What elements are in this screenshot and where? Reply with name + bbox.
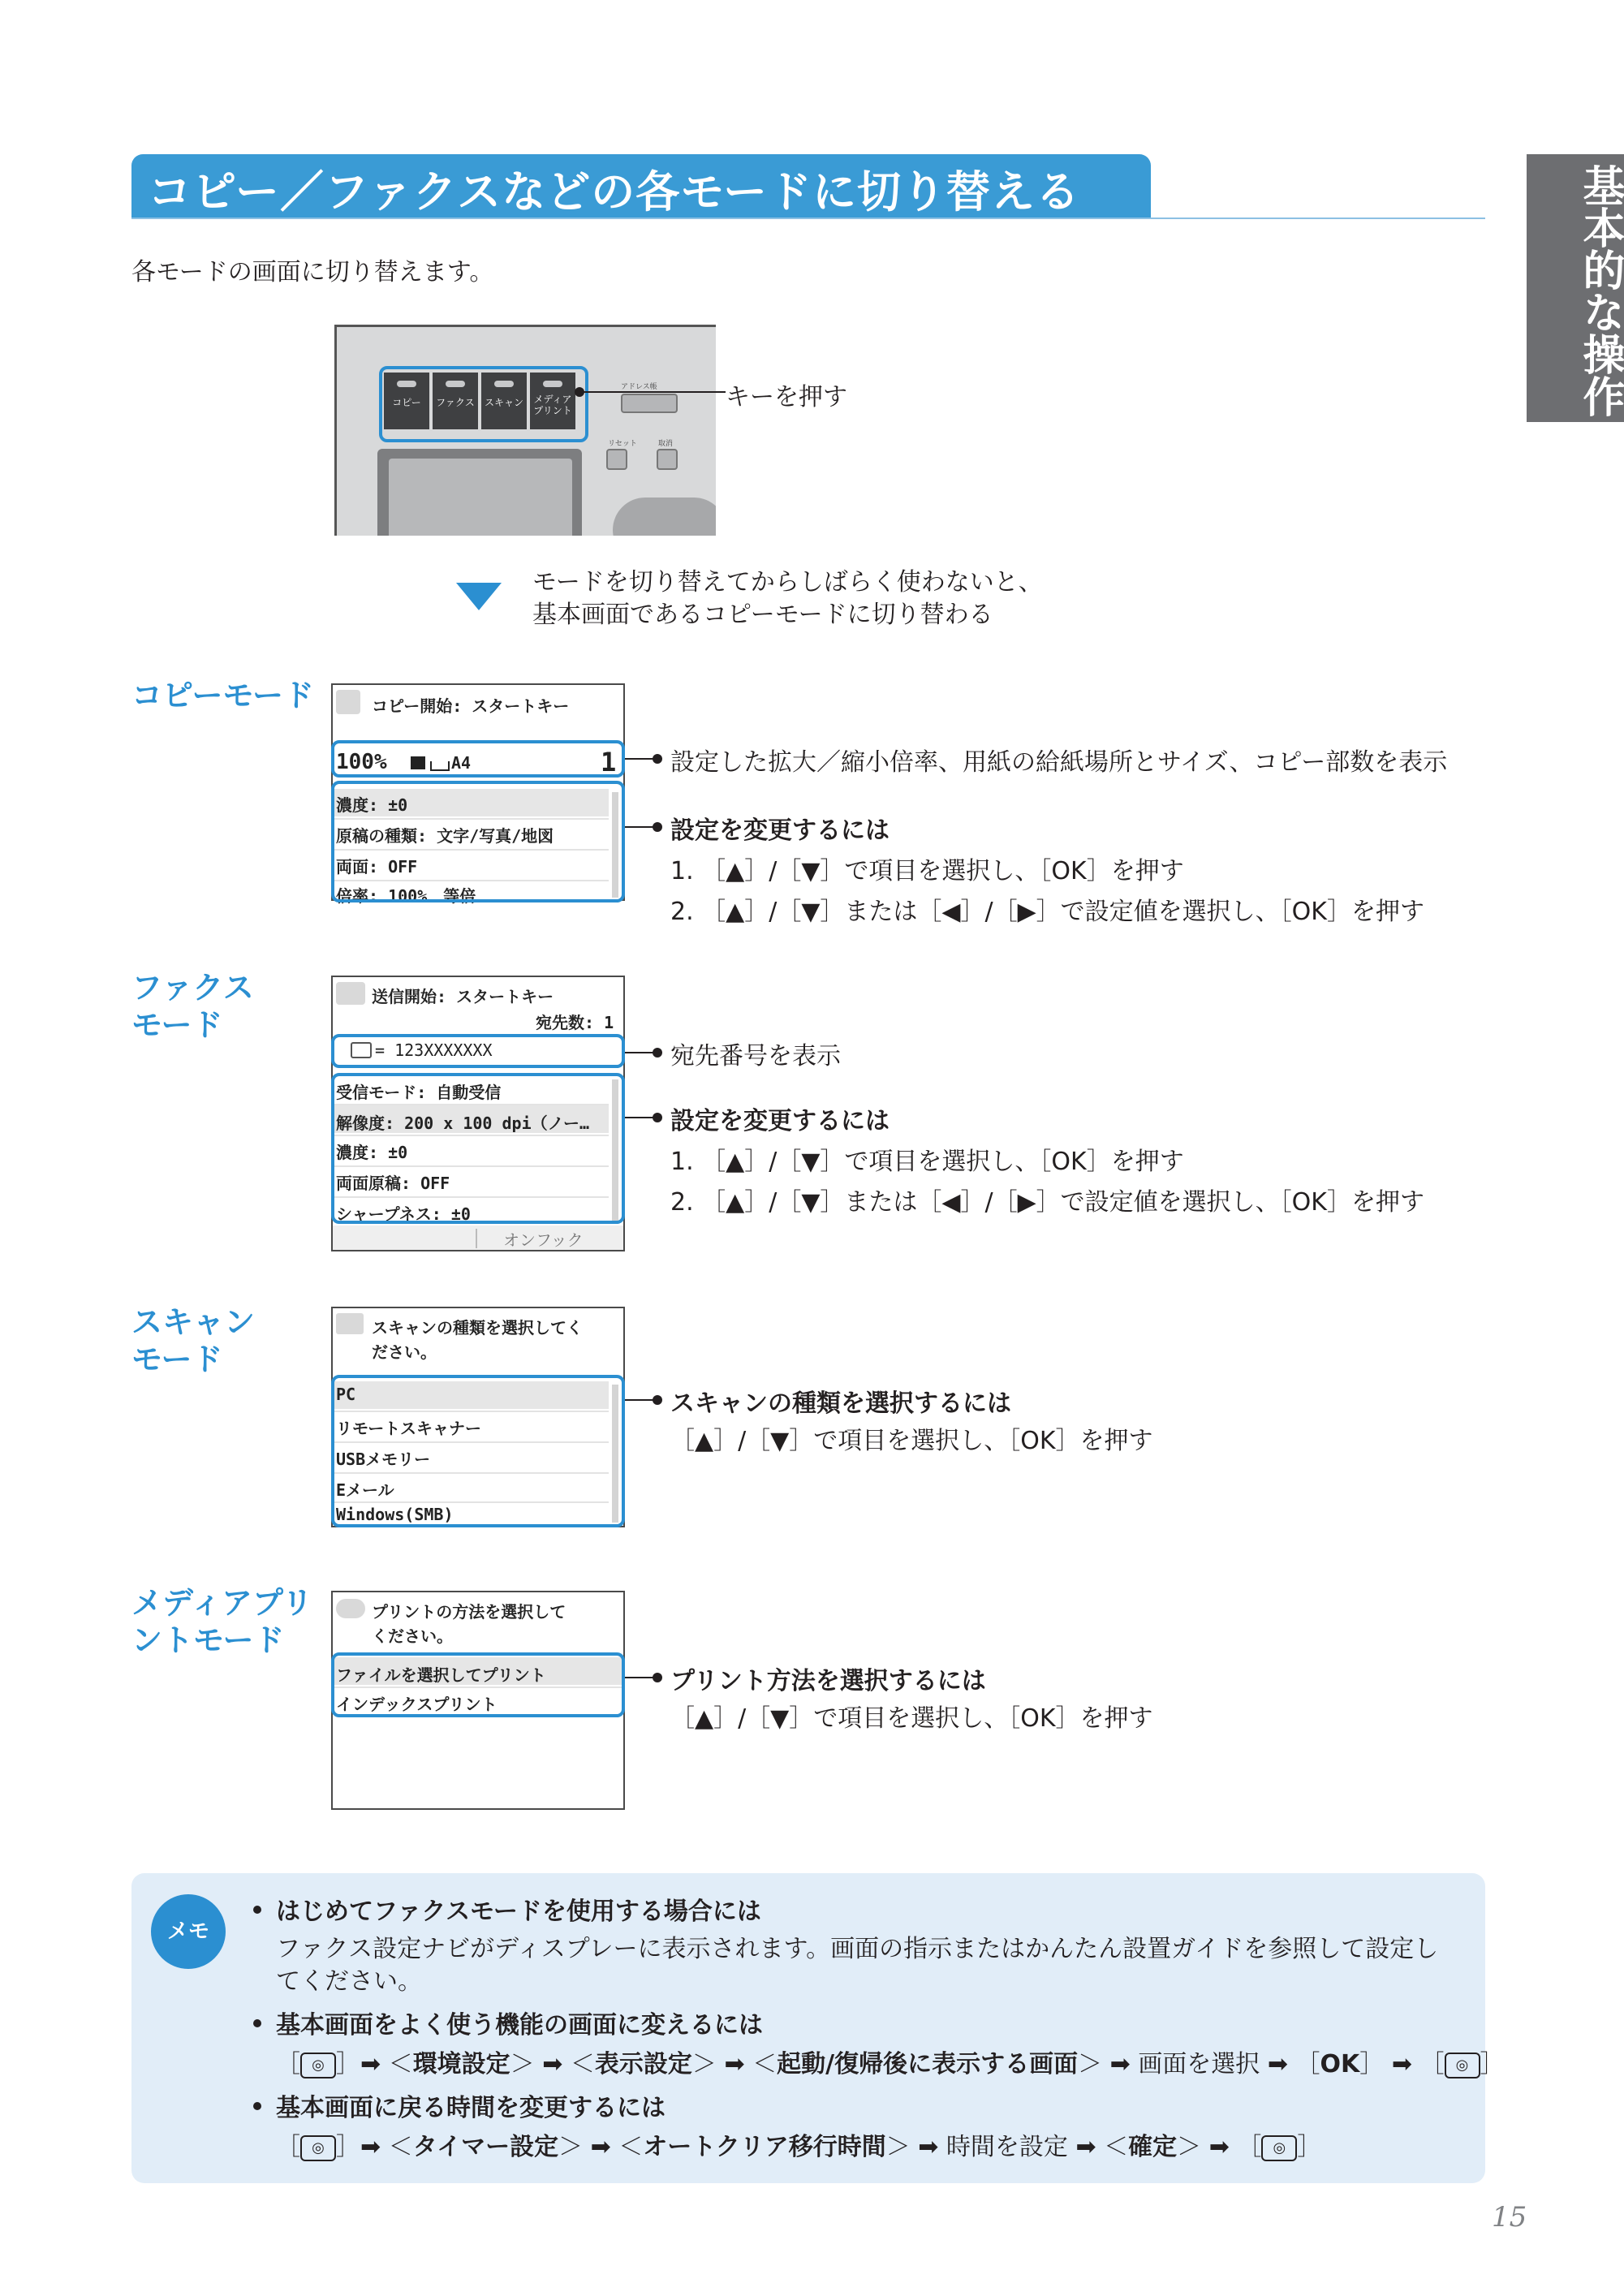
copy-callout-status: 設定した拡大／縮小倍率、用紙の給紙場所とサイズ、コピー部数を表示 xyxy=(670,748,1448,777)
copy-screen-header: コピー開始: スタートキー xyxy=(372,696,570,716)
fax-step-1: ［▲］/［▼］で項目を選択し、［OK］を押す xyxy=(701,1148,1184,1176)
scan-row-3[interactable]: USBメモリー xyxy=(336,1450,431,1469)
reset-label: リセット xyxy=(608,440,637,448)
media-select-heading: プリント方法を選択するには xyxy=(670,1667,986,1695)
dest-highlight xyxy=(331,1034,625,1068)
stop-label: 取消 xyxy=(658,440,674,448)
scan-header-2: ださい。 xyxy=(372,1342,437,1362)
reset-key[interactable] xyxy=(606,449,627,470)
onhook-button[interactable]: オンフック xyxy=(503,1230,584,1250)
fax-row-1[interactable]: 受信モード: 自動受信 xyxy=(336,1083,502,1102)
settings-highlight xyxy=(331,781,625,902)
copy-step-2: ［▲］/［▼］または［◀］/［▶］で設定値を選択し、［OK］を押す xyxy=(701,898,1424,926)
scan-row-5[interactable]: Windows(SMB) xyxy=(336,1505,454,1524)
copy-step-1: ［▲］/［▼］で項目を選択し、［OK］を押す xyxy=(701,857,1184,885)
media-print-mode-label: メディアプリ ントモード xyxy=(131,1585,313,1658)
fax-dest-number: = 123XXXXXXX xyxy=(375,1040,493,1060)
media-print-key[interactable]: メディア プリント xyxy=(530,373,575,429)
step-number: 2. xyxy=(670,1188,694,1217)
mode-keys-highlight xyxy=(379,366,588,442)
memo-badge: メモ xyxy=(151,1894,226,1969)
memo-item-1-body-2: てください。 xyxy=(276,1967,422,1996)
down-arrow-icon xyxy=(454,581,503,614)
step-number: 2. xyxy=(670,898,694,926)
media-row-1[interactable]: ファイルを選択してプリント xyxy=(336,1665,546,1685)
status-highlight xyxy=(331,740,625,778)
scanner-icon xyxy=(336,1313,364,1334)
scan-row-2[interactable]: リモートスキャナー xyxy=(336,1419,481,1438)
copy-row-4[interactable]: 倍率: 100% 等倍 xyxy=(336,886,476,906)
callout-line xyxy=(579,391,726,393)
fax-callout-dest: 宛先番号を表示 xyxy=(670,1042,841,1070)
stop-key[interactable] xyxy=(657,449,678,470)
fax-step-2: ［▲］/［▼］または［◀］/［▶］で設定値を選択し、［OK］を押す xyxy=(701,1188,1424,1217)
dpad[interactable] xyxy=(613,498,716,536)
scan-header-1: スキャンの種類を選択してく xyxy=(372,1318,583,1338)
copy-key[interactable]: コピー xyxy=(384,373,429,429)
address-book-key[interactable] xyxy=(621,394,678,413)
menu-key-icon: ◎ xyxy=(300,2053,336,2078)
copy-status-count: 1 xyxy=(601,747,617,778)
copy-row-1[interactable]: 濃度: ±0 xyxy=(336,795,408,815)
menu-key-icon: ◎ xyxy=(1261,2135,1297,2161)
menu-key-icon: ◎ xyxy=(1445,2053,1480,2078)
fax-dest-count: 宛先数: 1 xyxy=(536,1013,614,1032)
media-list-highlight xyxy=(331,1652,625,1717)
mode-note-line2: 基本画面であるコピーモードに切り替わる xyxy=(532,601,993,629)
key-callout: キーを押す xyxy=(726,383,847,411)
scan-mode-label: スキャン モード xyxy=(131,1304,256,1377)
memo-item-2-title: 基本画面をよく使う機能の画面に変えるには xyxy=(276,2011,763,2040)
memo-item-3-title: 基本画面に戻る時間を変更するには xyxy=(276,2094,666,2122)
step-number: 1. xyxy=(670,1148,694,1176)
page-title: コピー／ファクスなどの各モードに切り替える xyxy=(148,166,1081,218)
scan-select-heading: スキャンの種類を選択するには xyxy=(670,1389,1011,1418)
scan-step: ［▲］/［▼］で項目を選択し、［OK］を押す xyxy=(670,1427,1153,1455)
intro-text: 各モードの画面に切り替えます。 xyxy=(131,258,494,286)
fax-icon xyxy=(336,982,365,1005)
control-panel-illustration xyxy=(334,325,716,536)
fax-settings-highlight xyxy=(331,1073,625,1224)
scan-row-1[interactable]: PC xyxy=(336,1385,356,1404)
address-book-label: アドレス帳 xyxy=(621,383,657,391)
menu-key-icon: ◎ xyxy=(300,2135,336,2161)
memo-item-1-body-1: ファクス設定ナビがディスプレーに表示されます。画面の指示またはかんたん設置ガイドを参照して設定し xyxy=(276,1935,1439,1963)
fax-row-3[interactable]: 濃度: ±0 xyxy=(336,1143,408,1162)
scan-key[interactable]: スキャン xyxy=(481,373,527,429)
media-row-2[interactable]: インデックスプリント xyxy=(336,1695,498,1714)
media-icon xyxy=(336,1599,365,1618)
title-underline xyxy=(131,218,1485,219)
memo-item-2-path: ［ ◎ ］➡ ＜環境設定＞ ➡ ＜表示設定＞ ➡ ＜起動/復帰後に表示する画面＞ ➡ 画面を選択 ➡ ［OK］ ➡ ［ ◎ ］ xyxy=(276,2050,1505,2078)
copy-status-paper: A4 xyxy=(451,753,472,773)
step-number: 1. xyxy=(670,857,694,885)
media-step: ［▲］/［▼］で項目を選択し、［OK］を押す xyxy=(670,1704,1153,1733)
scan-row-4[interactable]: Eメール xyxy=(336,1480,394,1500)
media-header-2: ください。 xyxy=(372,1626,453,1646)
fax-screen-header: 送信開始: スタートキー xyxy=(372,987,554,1006)
fax-row-2[interactable]: 解像度: 200 x 100 dpi（ノー… xyxy=(336,1114,590,1133)
copy-row-3[interactable]: 両面: OFF xyxy=(336,857,418,877)
fax-mode-label: ファクス モード xyxy=(131,970,254,1043)
scan-list-highlight xyxy=(331,1375,625,1527)
side-tab-label: 基本的な操作 xyxy=(1575,164,1624,417)
fax-key[interactable]: ファクス xyxy=(433,373,478,429)
page-number: 15 xyxy=(1492,2201,1527,2234)
fax-row-4[interactable]: 両面原稿: OFF xyxy=(336,1174,450,1193)
screen-display xyxy=(389,459,572,536)
copy-row-2[interactable]: 原稿の種類: 文字/写真/地図 xyxy=(336,826,554,846)
copy-mode-label: コピーモード xyxy=(131,678,314,713)
mode-note-line1: モードを切り替えてからしばらく使わないと、 xyxy=(532,568,1043,597)
media-header-1: プリントの方法を選択して xyxy=(372,1602,566,1622)
copy-settings-heading: 設定を変更するには xyxy=(670,816,890,845)
copy-status-ratio: 100% xyxy=(336,750,387,774)
memo-item-3-path: ［ ◎ ］➡ ＜タイマー設定＞ ➡ ＜オートクリア移行時間＞ ➡ 時間を設定 ➡ ＜確定＞ ➡ ［ ◎ ］ xyxy=(276,2133,1322,2161)
memo-item-1-title: はじめてファクスモードを使用する場合には xyxy=(276,1898,761,1926)
fax-row-5[interactable]: シャープネス: ±0 xyxy=(336,1204,471,1224)
copy-icon xyxy=(336,690,360,714)
fax-settings-heading: 設定を変更するには xyxy=(670,1107,890,1135)
